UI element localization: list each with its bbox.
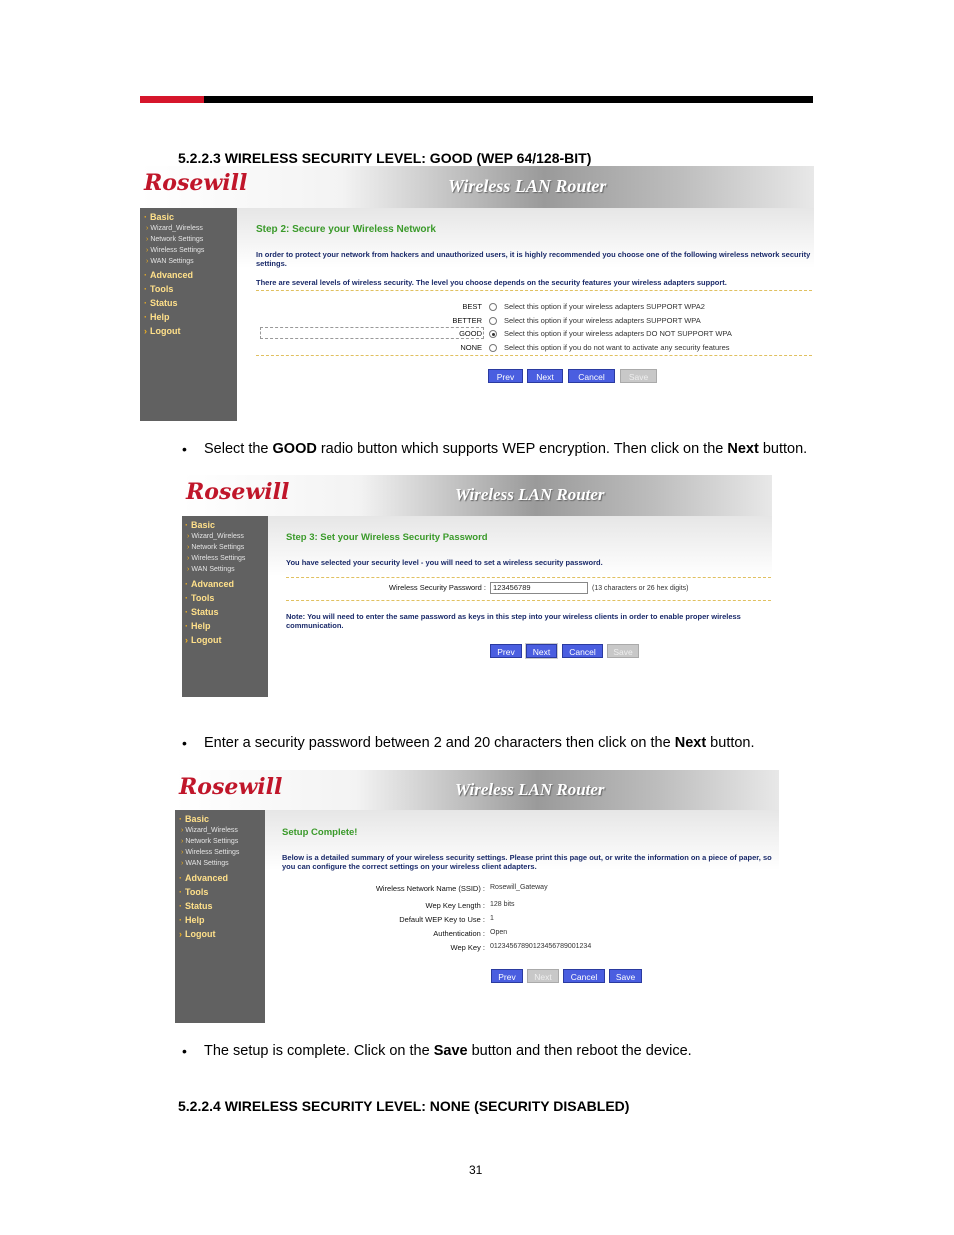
- nav-basic[interactable]: · Basic: [185, 520, 216, 530]
- bullet-text-select-good: Select the GOOD radio button which supports WEP encryption. Then click on the Next button.: [204, 441, 808, 457]
- summary-intro: Below is a detailed summary of your wireless security settings. Please print this page out, or write the information on a piece of paper, so you can configure the correct settings on your wireless client adapters.: [282, 853, 772, 871]
- screenshot-step3: [182, 475, 772, 697]
- nav-tools[interactable]: · Tools: [144, 284, 174, 294]
- bullet-marker: •: [182, 441, 187, 457]
- authentication-label: Authentication :: [433, 929, 485, 938]
- product-title: Wireless LAN Router: [455, 485, 605, 504]
- nav-wireless-settings[interactable]: › Wireless Settings: [187, 555, 246, 562]
- bullet-text-setup-complete: The setup is complete. Click on the Save button and then reboot the device.: [204, 1043, 692, 1059]
- bullet-marker: •: [182, 1043, 187, 1059]
- save-button[interactable]: Save: [620, 369, 657, 383]
- nav-wizard-wireless[interactable]: › Wizard_Wireless: [146, 225, 203, 232]
- section-heading-none: 5.2.2.4 WIRELESS SECURITY LEVEL: NONE (SECURITY DISABLED): [178, 1098, 630, 1114]
- nav-basic[interactable]: · Basic: [179, 814, 210, 824]
- intro-text: In order to protect your network from hackers and unauthorized users, it is highly recommended you choose one of the following wireless network security settings.: [256, 250, 811, 268]
- section-heading-good: 5.2.2.3 WIRELESS SECURITY LEVEL: GOOD (WEP 64/128-BIT): [178, 150, 592, 166]
- authentication-value: Open: [490, 929, 508, 936]
- step-title: Step 3: Set your Wireless Security Password: [286, 532, 488, 543]
- save-button[interactable]: Save: [607, 644, 639, 658]
- rosewill-logo: Rosewill: [186, 479, 290, 505]
- nav-wan-settings[interactable]: › WAN Settings: [146, 258, 194, 265]
- radio-none[interactable]: [489, 344, 497, 352]
- radio-better[interactable]: [489, 317, 497, 325]
- option-good-label: GOOD: [459, 329, 482, 338]
- cancel-button[interactable]: Cancel: [563, 969, 605, 983]
- header-bar-red: [140, 96, 204, 103]
- nav-status[interactable]: · Status: [144, 298, 178, 308]
- prev-button[interactable]: Prev: [488, 369, 523, 383]
- next-button[interactable]: Next: [527, 969, 559, 983]
- wep-key-length-value: 128 bits: [490, 901, 515, 908]
- nav-tools[interactable]: · Tools: [179, 887, 209, 897]
- nav-advanced[interactable]: · Advanced: [185, 579, 235, 589]
- cancel-button[interactable]: Cancel: [568, 369, 615, 383]
- wep-key-value: 01234567890123456789001234: [490, 943, 592, 950]
- ssid-label: Wireless Network Name (SSID) :: [375, 884, 485, 893]
- main-panel: [268, 516, 772, 697]
- ssid-value: Rosewill_Gateway: [490, 884, 548, 891]
- nav-wireless-settings[interactable]: › Wireless Settings: [146, 247, 205, 254]
- prev-button[interactable]: Prev: [491, 969, 523, 983]
- nav-advanced[interactable]: · Advanced: [179, 873, 229, 883]
- nav-network-settings[interactable]: › Network Settings: [187, 544, 245, 551]
- wep-key-label: Wep Key :: [450, 943, 485, 952]
- password-label: Wireless Security Password :: [388, 583, 486, 592]
- option-better-label: BETTER: [452, 316, 482, 325]
- product-title: Wireless LAN Router: [455, 780, 605, 799]
- page-number: 31: [469, 1163, 483, 1177]
- main-panel: [265, 810, 779, 1023]
- intro-text: You have selected your security level - you will need to set a wireless security password.: [286, 558, 603, 567]
- product-title: Wireless LAN Router: [448, 176, 607, 196]
- save-button[interactable]: Save: [609, 969, 642, 983]
- option-good-desc: Select this option if your wireless adapters DO NOT SUPPORT WPA: [504, 329, 732, 338]
- nav-logout[interactable]: › Logout: [185, 635, 222, 645]
- nav-wan-settings[interactable]: › WAN Settings: [187, 566, 235, 573]
- next-button[interactable]: Next: [527, 369, 563, 383]
- bullet-marker: •: [182, 735, 187, 751]
- nav-network-settings[interactable]: › Network Settings: [146, 236, 204, 243]
- step-title: Setup Complete!: [282, 827, 358, 838]
- bullet-text-enter-password: Enter a security password between 2 and 20 characters then click on the Next button.: [204, 735, 755, 751]
- option-better-desc: Select this option if your wireless adapters SUPPORT WPA: [504, 316, 701, 325]
- nav-wireless-settings[interactable]: › Wireless Settings: [181, 849, 240, 856]
- radio-best[interactable]: [489, 303, 497, 311]
- sidebar: [182, 516, 268, 697]
- nav-basic[interactable]: · Basic: [144, 212, 175, 222]
- next-button[interactable]: Next: [526, 644, 557, 658]
- nav-logout[interactable]: › Logout: [179, 929, 216, 939]
- nav-help[interactable]: · Help: [179, 915, 205, 925]
- sidebar: [140, 208, 237, 421]
- screenshot-step2: [140, 166, 814, 421]
- option-none-desc: Select this option if you do not want to activate any security features: [504, 343, 730, 352]
- screenshot-setup-complete: [175, 770, 779, 1023]
- password-input[interactable]: 123456789: [490, 582, 588, 594]
- rosewill-logo: Rosewill: [144, 170, 248, 196]
- nav-help[interactable]: · Help: [144, 312, 170, 322]
- radio-good[interactable]: [489, 330, 497, 338]
- nav-help[interactable]: · Help: [185, 621, 211, 631]
- wep-key-length-label: Wep Key Length :: [425, 901, 485, 910]
- nav-status[interactable]: · Status: [185, 607, 219, 617]
- prev-button[interactable]: Prev: [490, 644, 522, 658]
- levels-text: There are several levels of wireless security. The level you choose depends on the security features your wireless adapters support.: [256, 278, 727, 287]
- note-text: Note: You will need to enter the same password as keys in this step into your wireless clients in order to enable proper wireless communication.: [286, 612, 741, 630]
- nav-wizard-wireless[interactable]: › Wizard_Wireless: [187, 533, 244, 540]
- step-title: Step 2: Secure your Wireless Network: [256, 224, 436, 235]
- main-panel: [237, 208, 814, 421]
- nav-logout[interactable]: › Logout: [144, 326, 181, 336]
- cancel-button[interactable]: Cancel: [562, 644, 603, 658]
- rosewill-logo: Rosewill: [179, 774, 283, 800]
- password-hint: (13 characters or 26 hex digits): [592, 585, 689, 592]
- nav-tools[interactable]: · Tools: [185, 593, 215, 603]
- nav-network-settings[interactable]: › Network Settings: [181, 838, 239, 845]
- default-key-label: Default WEP Key to Use :: [399, 915, 485, 924]
- nav-wan-settings[interactable]: › WAN Settings: [181, 860, 229, 867]
- nav-status[interactable]: · Status: [179, 901, 213, 911]
- option-best-desc: Select this option if your wireless adapters SUPPORT WPA2: [504, 302, 705, 311]
- sidebar: [175, 810, 265, 1023]
- option-best-label: BEST: [462, 302, 482, 311]
- option-none-label: NONE: [460, 343, 482, 352]
- nav-advanced[interactable]: · Advanced: [144, 270, 194, 280]
- header-bar-black: [204, 96, 813, 103]
- default-key-value: 1: [490, 915, 494, 922]
- nav-wizard-wireless[interactable]: › Wizard_Wireless: [181, 827, 238, 834]
